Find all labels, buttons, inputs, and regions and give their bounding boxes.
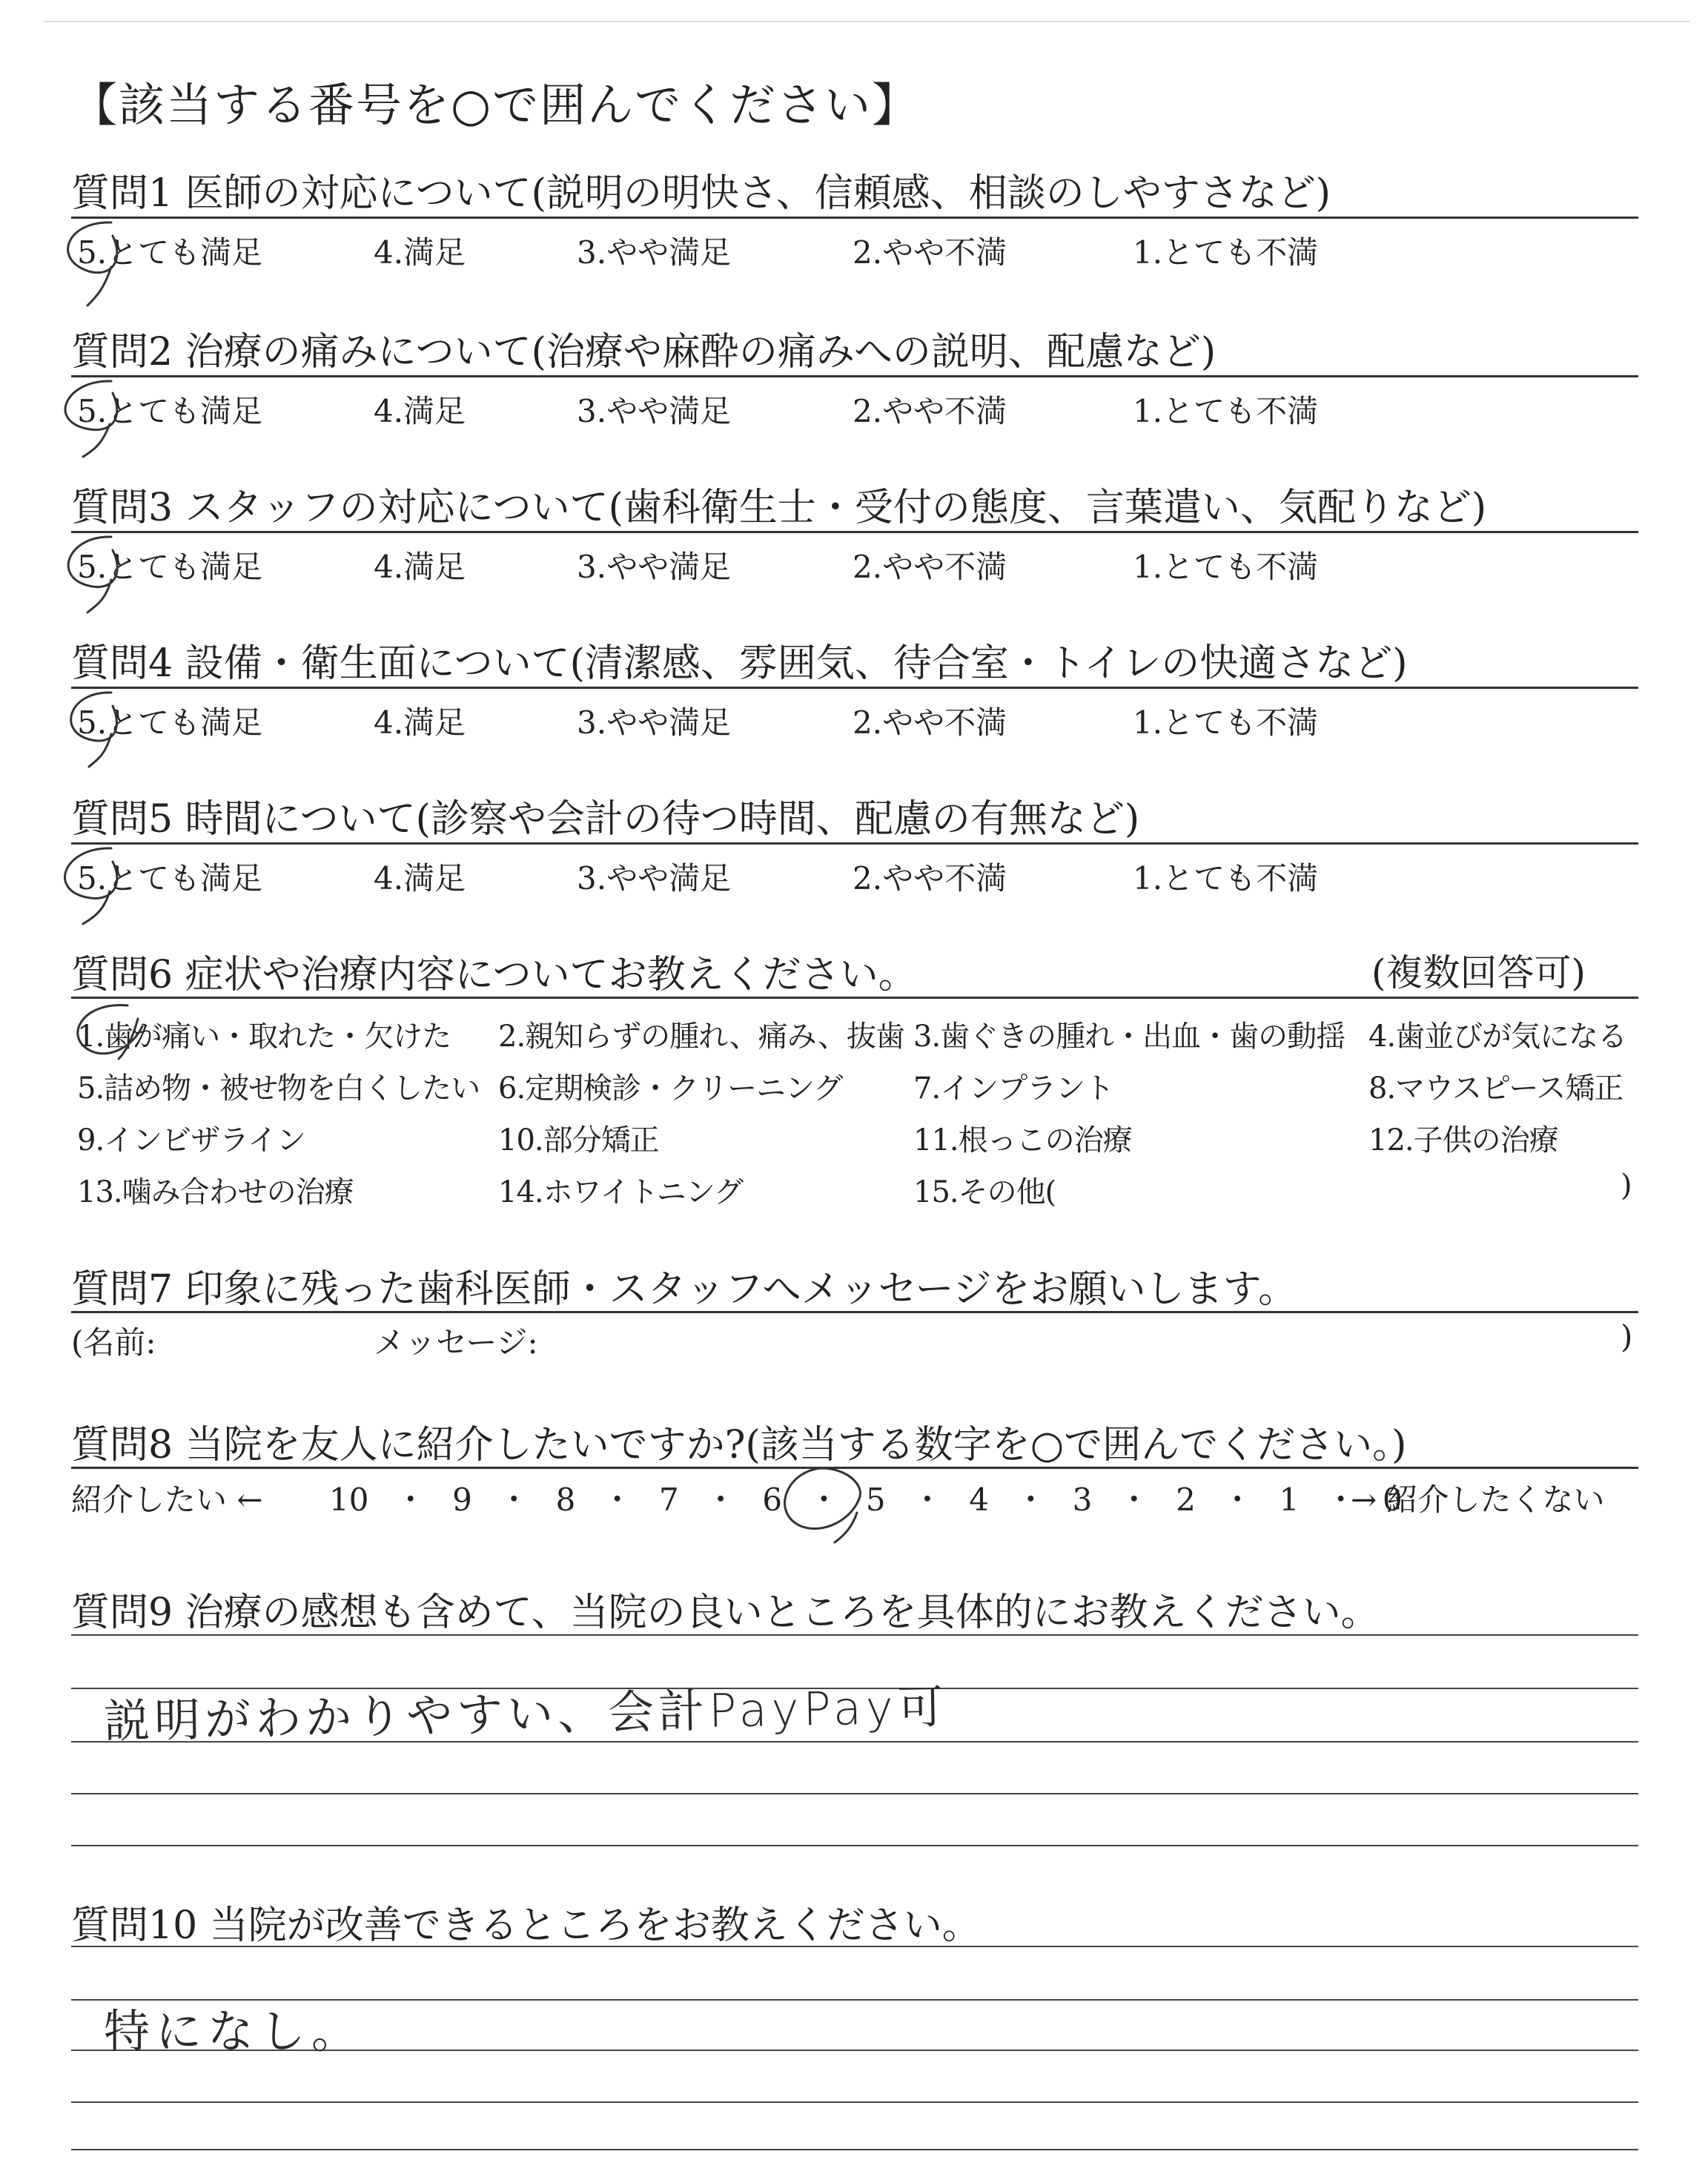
question-6-note: (複数回答可)	[1371, 951, 1586, 994]
q6-item-1[interactable]: 1.歯が痛い・取れた・欠けた	[77, 1020, 451, 1054]
q3-option-5[interactable]: 5.とても満足	[77, 549, 263, 585]
question-3-label: 質問3 スタッフの対応について(歯科衛生士・受付の態度、言葉遣い、気配りなど)	[71, 486, 1487, 530]
q6-item-7[interactable]: 7.インプラント	[913, 1071, 1114, 1106]
question-2-label: 質問2 治療の痛みについて(治療や麻酔の痛みへの説明、配慮など)	[71, 330, 1217, 374]
q4-option-3[interactable]: 3.やや満足	[577, 704, 732, 741]
q4-circle-mark	[71, 693, 117, 767]
q5-option-2[interactable]: 2.やや不満	[853, 860, 1007, 896]
question-8-label: 質問8 当院を友人に紹介したいですか?(該当する数字を○で囲んでください。)	[71, 1423, 1407, 1467]
q8-circle-mark	[785, 1468, 861, 1542]
q4-option-2[interactable]: 2.やや不満	[853, 704, 1007, 741]
q5-option-3[interactable]: 3.やや満足	[577, 860, 732, 896]
q5-option-1[interactable]: 1.とても不満	[1133, 860, 1319, 896]
q1-option-5[interactable]: 5.とても満足	[77, 234, 263, 271]
question-6-label: 質問6 症状や治療内容についてお教えください。	[71, 953, 917, 997]
q6-item-13[interactable]: 13.噛み合わせの治療	[77, 1175, 354, 1209]
q9-handwritten-answer: 説明がわかりやすい、会計PayPay可	[103, 1680, 949, 1748]
q1-option-2[interactable]: 2.やや不満	[853, 234, 1007, 271]
q5-circle-mark	[65, 848, 117, 924]
q2-option-2[interactable]: 2.やや不満	[853, 393, 1007, 429]
q1-option-1[interactable]: 1.とても不満	[1133, 234, 1319, 271]
q2-option-1[interactable]: 1.とても不満	[1133, 393, 1319, 429]
q2-circle-mark	[65, 381, 117, 457]
q1-option-3[interactable]: 3.やや満足	[577, 234, 732, 271]
q6-item-9[interactable]: 9.インビザライン	[77, 1123, 305, 1157]
question-9-label: 質問9 治療の感想も含めて、当院の良いところを具体的にお教えください。	[71, 1591, 1380, 1635]
q3-option-3[interactable]: 3.やや満足	[577, 549, 732, 585]
q8-left-label: 紹介したい ←	[71, 1482, 263, 1518]
q4-option-5[interactable]: 5.とても満足	[77, 704, 263, 741]
q6-item-4[interactable]: 4.歯並びが気になる	[1368, 1020, 1627, 1054]
q6-item-15[interactable]: 15.その他(	[913, 1175, 1056, 1209]
q2-option-5[interactable]: 5.とても満足	[77, 393, 263, 429]
q6-item1-circle-mark	[78, 1005, 142, 1059]
question-4-label: 質問4 設備・衛生面について(清潔感、雰囲気、待合室・トイレの快適さなど)	[71, 641, 1408, 686]
q3-option-1[interactable]: 1.とても不満	[1133, 549, 1319, 585]
q6-item-2[interactable]: 2.親知らずの腫れ、痛み、抜歯	[498, 1020, 904, 1054]
q2-option-3[interactable]: 3.やや満足	[577, 393, 732, 429]
q8-scale[interactable]: 10 ・ 9 ・ 8 ・ 7 ・ 6 ・ 5 ・ 4 ・ 3 ・ 2 ・ 1 ・ 0	[329, 1482, 1403, 1518]
q1-option-4[interactable]: 4.満足	[374, 234, 466, 271]
q3-option-4[interactable]: 4.満足	[374, 549, 466, 585]
page-title: 【該当する番号を○で囲んでください】	[71, 78, 920, 132]
question-10-label: 質問10 当院が改善できるところをお教えください。	[71, 1903, 981, 1948]
q8-right-label: → 紹介したくない	[1351, 1482, 1605, 1518]
question-1-label: 質問1 医師の対応について(説明の明快さ、信頼感、相談のしやすさなど)	[71, 171, 1331, 216]
q6-item-14[interactable]: 14.ホワイトニング	[498, 1175, 744, 1209]
q3-option-2[interactable]: 2.やや不満	[853, 549, 1007, 585]
q6-item-5[interactable]: 5.詰め物・被せ物を白くしたい	[77, 1071, 480, 1106]
q6-item-3[interactable]: 3.歯ぐきの腫れ・出血・歯の動揺	[913, 1020, 1345, 1054]
q6-item-6[interactable]: 6.定期検診・クリーニング	[498, 1071, 843, 1106]
q2-option-4[interactable]: 4.満足	[374, 393, 466, 429]
question-5-label: 質問5 時間について(診察や会計の待つ時間、配慮の有無など)	[71, 797, 1140, 842]
q7-message-label: メッセージ:	[374, 1324, 538, 1361]
q6-item-10[interactable]: 10.部分矯正	[498, 1123, 659, 1157]
q5-option-5[interactable]: 5.とても満足	[77, 860, 263, 896]
q6-item-8[interactable]: 8.マウスピース矯正	[1368, 1071, 1623, 1106]
q4-option-1[interactable]: 1.とても不満	[1133, 704, 1319, 741]
q4-option-4[interactable]: 4.満足	[374, 704, 466, 741]
q7-name-label: (名前:	[71, 1324, 156, 1361]
q6-item-12[interactable]: 12.子供の治療	[1368, 1123, 1558, 1157]
q3-circle-mark	[68, 537, 117, 612]
q6-item-11[interactable]: 11.根っこの治療	[913, 1123, 1132, 1157]
q7-close-paren: )	[1621, 1318, 1633, 1355]
q1-circle-mark	[68, 222, 117, 305]
q6-item-15-close-paren: )	[1621, 1169, 1632, 1203]
q5-option-4[interactable]: 4.満足	[374, 860, 466, 896]
question-7-label: 質問7 印象に残った歯科医師・スタッフへメッセージをお願いします。	[71, 1267, 1297, 1312]
q10-handwritten-answer: 特になし。	[104, 2004, 364, 2058]
